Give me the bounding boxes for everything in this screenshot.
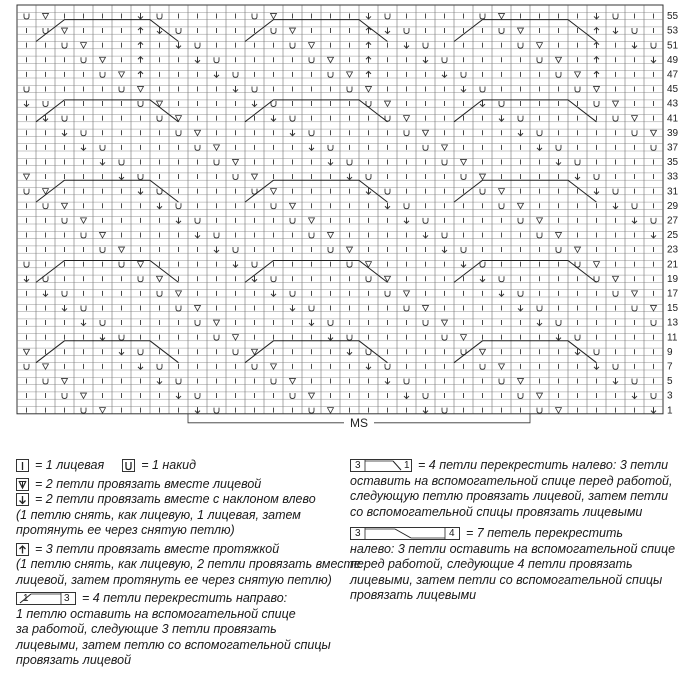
legend-cdd-label: = 3 петли провязать вместе протяжкой [35, 541, 280, 556]
row-number: 5 [667, 376, 673, 388]
legend-cross-7-note-2: перед работой, следующие 4 петли провязать [350, 557, 633, 571]
cable-cross-7-icon: 3 4 [350, 527, 460, 540]
row-number: 31 [667, 186, 679, 198]
row-number: 49 [667, 54, 679, 66]
legend-left-column [16, 458, 361, 669]
row-number: 45 [667, 84, 679, 96]
legend-cross-right-note-1: 1 петлю оставить на вспомогательной спице [16, 606, 296, 621]
legend-cross-7-label: = 7 петель перекрестить [466, 526, 623, 540]
row-number: 39 [667, 127, 679, 139]
row-number: 41 [667, 113, 679, 125]
legend-row-knit [16, 458, 346, 474]
knit-stitch-icon [16, 459, 29, 472]
legend-ssk-note-2: протянуть ее через снятую петлю) [16, 523, 235, 537]
legend-cross-left-note-2: следующую петлю провязать лицевой, затем петли [350, 489, 669, 503]
row-number: 17 [667, 288, 679, 300]
row-number: 51 [667, 40, 679, 52]
legend-ssk-note-1: (1 петлю снять, как лицевую, 1 лицевая, затем [16, 507, 301, 522]
legend-k2tog-label: = 2 петли провязать вместе лицевой [35, 476, 262, 491]
legend-cross-left-note-1: оставить на вспомогательной спице перед работой, [350, 473, 673, 488]
centered-double-decrease-icon [16, 543, 29, 556]
row-number: 55 [667, 11, 679, 23]
row-number: 1 [667, 405, 673, 417]
row-number: 3 [667, 390, 673, 402]
legend-cross-right-label: = 4 петли перекрестить направо: [82, 591, 288, 605]
legend-cross-7-note-3: лицевыми, затем петли со вспомогательной спицы [350, 572, 663, 587]
legend-cdd-note-1: (1 петлю снять, как лицевую, 2 петли провязать вместе [16, 557, 361, 571]
legend-row-cross-left [350, 458, 695, 474]
row-number: 43 [667, 98, 679, 110]
row-number: 25 [667, 230, 679, 242]
legend-cross-right-note-4: провязать лицевой [16, 653, 132, 667]
row-number: 35 [667, 157, 679, 169]
legend-cross-left-label: = 4 петли перекрестить налево: 3 петли [418, 458, 669, 472]
yarn-over-icon [122, 459, 135, 472]
row-number: 7 [667, 361, 673, 373]
row-number: 53 [667, 25, 679, 37]
legend-cross-left-note-3: со вспомогательной спицы провязать лицевыми [350, 504, 643, 519]
row-number: 11 [667, 332, 678, 344]
legend-cdd-note-2: лицевой, затем протянуть ее через снятую петлю) [16, 572, 332, 587]
legend-cross-7-note-1: налево: 3 петли оставить на вспомогательной спице [350, 541, 676, 556]
row-number: 9 [667, 346, 673, 358]
row-number: 13 [667, 317, 679, 329]
row-number: 21 [667, 259, 679, 271]
row-number: 47 [667, 69, 679, 81]
row-number: 15 [667, 303, 679, 315]
row-number: 33 [667, 171, 679, 183]
cable-cross-left-icon: 3 1 [350, 459, 412, 472]
row-number: 19 [667, 273, 679, 285]
ssk-left-decrease-icon [16, 493, 29, 506]
legend-yo-label: = 1 накид [141, 458, 196, 472]
legend-row-cross-7 [350, 526, 695, 542]
row-number: 27 [667, 215, 679, 227]
legend-row-ssk [16, 492, 346, 508]
legend-knit-label: = 1 лицевая [35, 458, 105, 472]
legend-cross-right-note-3: лицевыми, затем петлю со вспомогательной спицы [16, 637, 331, 652]
cable-cross-right-icon: 1 3 [16, 592, 76, 605]
row-number: 23 [667, 244, 679, 256]
legend-cross-7-note-4: провязать лицевыми [350, 588, 477, 602]
legend-right-column [350, 458, 695, 604]
legend-row-k2tog [16, 477, 346, 493]
row-number: 37 [667, 142, 679, 154]
legend-cross-right-note-2: за работой, следующие 3 петли провязать [16, 622, 277, 636]
k2tog-icon [16, 478, 29, 491]
legend-row-cross-right [16, 591, 346, 607]
legend-ssk-label: = 2 петли провязать вместе с наклоном влево [35, 492, 316, 506]
row-number: 29 [667, 200, 679, 212]
legend-row-cdd [16, 542, 346, 558]
ms-label: MS [350, 415, 368, 430]
